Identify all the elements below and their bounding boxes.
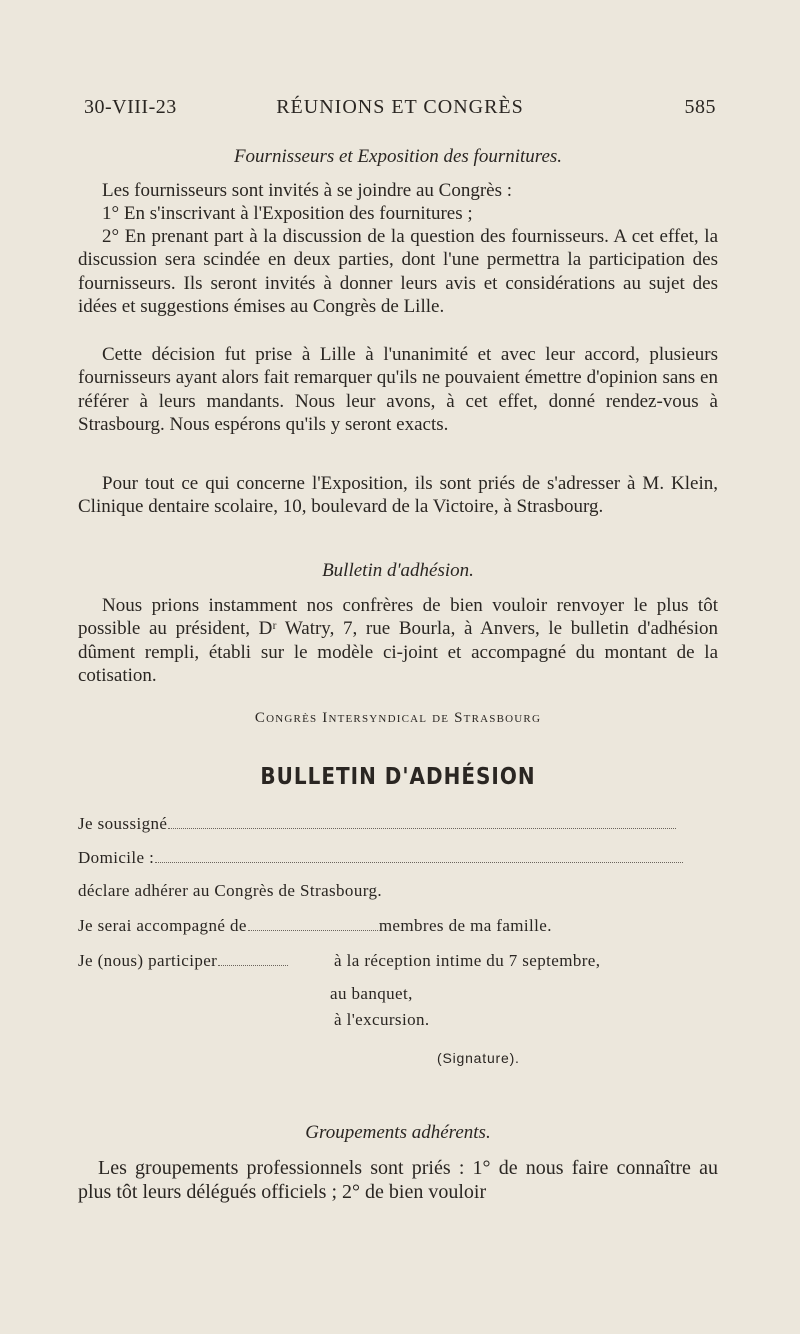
form-label-domicile: Domicile : (78, 848, 155, 867)
blank-field-domicile[interactable] (155, 848, 683, 863)
paragraph-item-1: 1° En s'inscrivant à l'Exposition des fournitures ; (102, 203, 473, 224)
form-label-membres: membres de ma famille. (378, 916, 552, 935)
form-line-accompagne (78, 916, 552, 936)
paragraph-item-2: 2° En prenant part à la discussion de la question des fournisseurs. A cet effet, la discussion sera scindée en deux parties, dont l'une permettra la participation des fournisseurs. Ils seront invités à donner leurs avis et considérations au sujet des idées et suggestions émises au Congrès de Lille. (78, 226, 718, 317)
section-title-fournisseurs: Fournisseurs et Exposition des fournitures. (233, 146, 563, 167)
form-label-participer: Je (nous) participer (78, 951, 218, 970)
form-line-domicile (78, 848, 684, 868)
option-reception: à la réception intime du 7 septembre, (334, 951, 601, 970)
blank-field-name[interactable] (168, 814, 676, 829)
form-line-soussigne (78, 814, 677, 834)
paragraph-bulletin: Nous prions instamment nos confrères de bien vouloir renvoyer le plus tôt possible au président, Dʳ Watry, 7, rue Bourla, à Anvers, le bulletin d'adhésion dûment rempli, établi sur le modèle ci-joint et accompagné du montant de la cotisation. (78, 595, 718, 686)
form-label-accompagne: Je serai accompagné de (78, 916, 247, 935)
paragraph-exposition-contact: Pour tout ce qui concerne l'Exposition, ils sont priés de s'adresser à M. Klein, Clinique dentaire scolaire, 10, boulevard de la Victoire, à Strasbourg. (78, 473, 718, 518)
form-organizer: Congrès Intersyndical de Strasbourg (254, 710, 542, 726)
form-line-declare: déclare adhérer au Congrès de Strasbourg. (78, 881, 383, 900)
bulletin-title: BULLETIN D'ADHÉSION (260, 762, 536, 790)
running-head-date: 30-VIII-23 (84, 96, 177, 118)
paragraph-decision: Cette décision fut prise à Lille à l'unanimité et avec leur accord, plusieurs fournisseurs ayant alors fait remarquer qu'ils ne pouvaient émettre d'opinion sans en référer à leurs mandants. Nous leur avons, à cet effet, donné rendez-vous à Strasbourg. Nous espérons qu'ils y seront exacts. (78, 344, 718, 435)
running-head-title: RÉUNIONS ET CONGRÈS (276, 96, 524, 118)
option-excursion: à l'excursion. (334, 1010, 430, 1029)
page-number: 585 (684, 96, 716, 118)
option-banquet: au banquet, (330, 984, 413, 1003)
blank-field-membres-count[interactable] (248, 916, 378, 931)
form-label-soussigne: Je soussigné (78, 814, 168, 833)
section-title-groupements: Groupements adhérents. (305, 1122, 491, 1143)
form-line-participer (78, 951, 289, 971)
paragraph-intro: Les fournisseurs sont invités à se joindre au Congrès : (102, 180, 513, 201)
section-title-bulletin: Bulletin d'adhésion. (322, 560, 474, 581)
signature-label: (Signature). (437, 1050, 520, 1066)
blank-field-participer[interactable] (218, 951, 288, 966)
paragraph-groupements: Les groupements professionnels sont priés : 1° de nous faire connaître au plus tôt leurs délégués officiels ; 2° de bien vouloir (78, 1157, 718, 1203)
